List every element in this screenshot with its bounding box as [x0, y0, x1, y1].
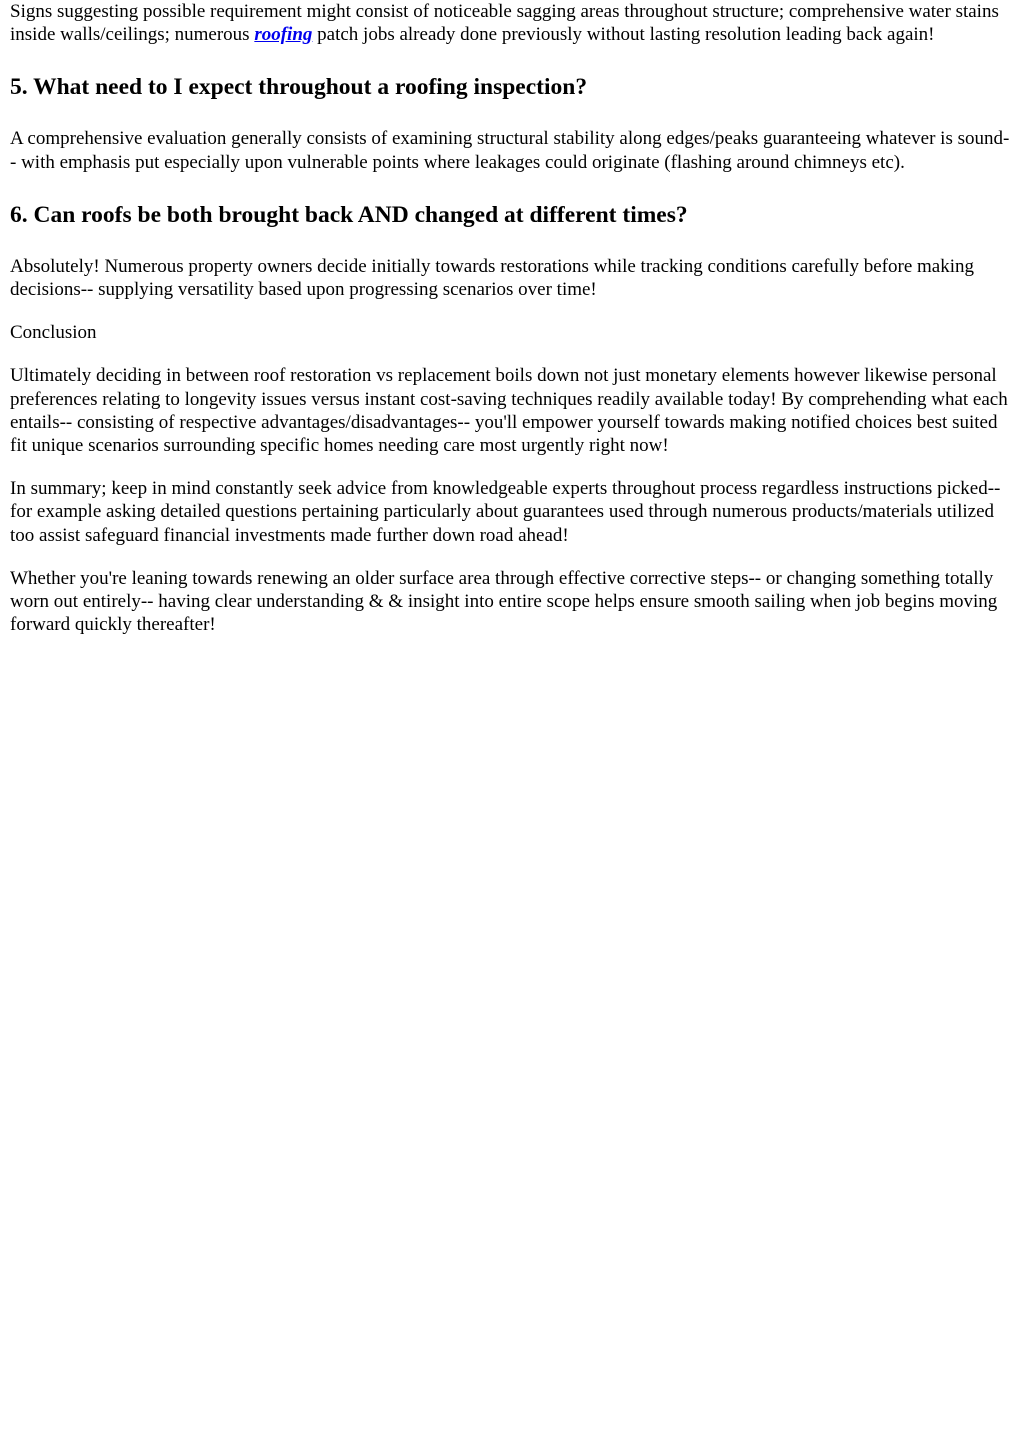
conclusion-paragraph-1: Ultimately deciding in between roof restoration vs replacement boils down not just monetary elements however likewise personal preferences relating to longevity issues versus instant cost-saving techniques readily available today! By comprehending what each entails-- consisting of respective advantages/disadvantages-- you'll empower yourself towards making notified choices best suited fit unique scenarios surrounding specific homes needing care most urgently right now!: [10, 365, 1008, 457]
intro-paragraph: [10, 0, 1014, 46]
section-5-heading: 5. What need to I expect throughout a roofing inspection?: [10, 74, 588, 101]
roofing-link[interactable]: roofing: [254, 24, 313, 46]
conclusion-paragraph-2: In summary; keep in mind constantly seek advice from knowledgeable experts throughout process regardless instructions picked-- for example asking detailed questions pertaining particularly about guarantees used through numerous products/materials utilized too assist safeguard financial investments made further down road ahead!: [10, 478, 1001, 546]
conclusion-label: Conclusion: [10, 322, 97, 344]
section-6-paragraph: Absolutely! Numerous property owners decide initially towards restorations while tracking conditions carefully before making decisions-- supplying versatility based upon progressing scenarios over time!: [10, 255, 974, 301]
section-6-heading: 6. Can roofs be both brought back AND changed at different times?: [10, 201, 688, 228]
conclusion-paragraph-3: Whether you're leaning towards renewing an older surface area through effective corrective steps-- or changing something totally worn out entirely-- having clear understanding & & insight into entire scope helps ensure smooth sailing when job begins moving forward quickly thereafter!: [10, 567, 998, 636]
intro-text-before-link: Signs suggesting possible requirement might consist of noticeable sagging areas throughout structure; comprehensive water stains inside walls/ceilings; numerous: [10, 1, 999, 46]
intro-text-after-link: patch jobs already done previously without lasting resolution leading back again!: [312, 24, 935, 46]
section-5-paragraph: A comprehensive evaluation generally consists of examining structural stability along edges/peaks guaranteeing whatever is sound-- with emphasis put especially upon vulnerable points where leakages could originate (flashing around chimneys etc).: [10, 128, 1010, 173]
article-body: [0, 0, 1024, 636]
